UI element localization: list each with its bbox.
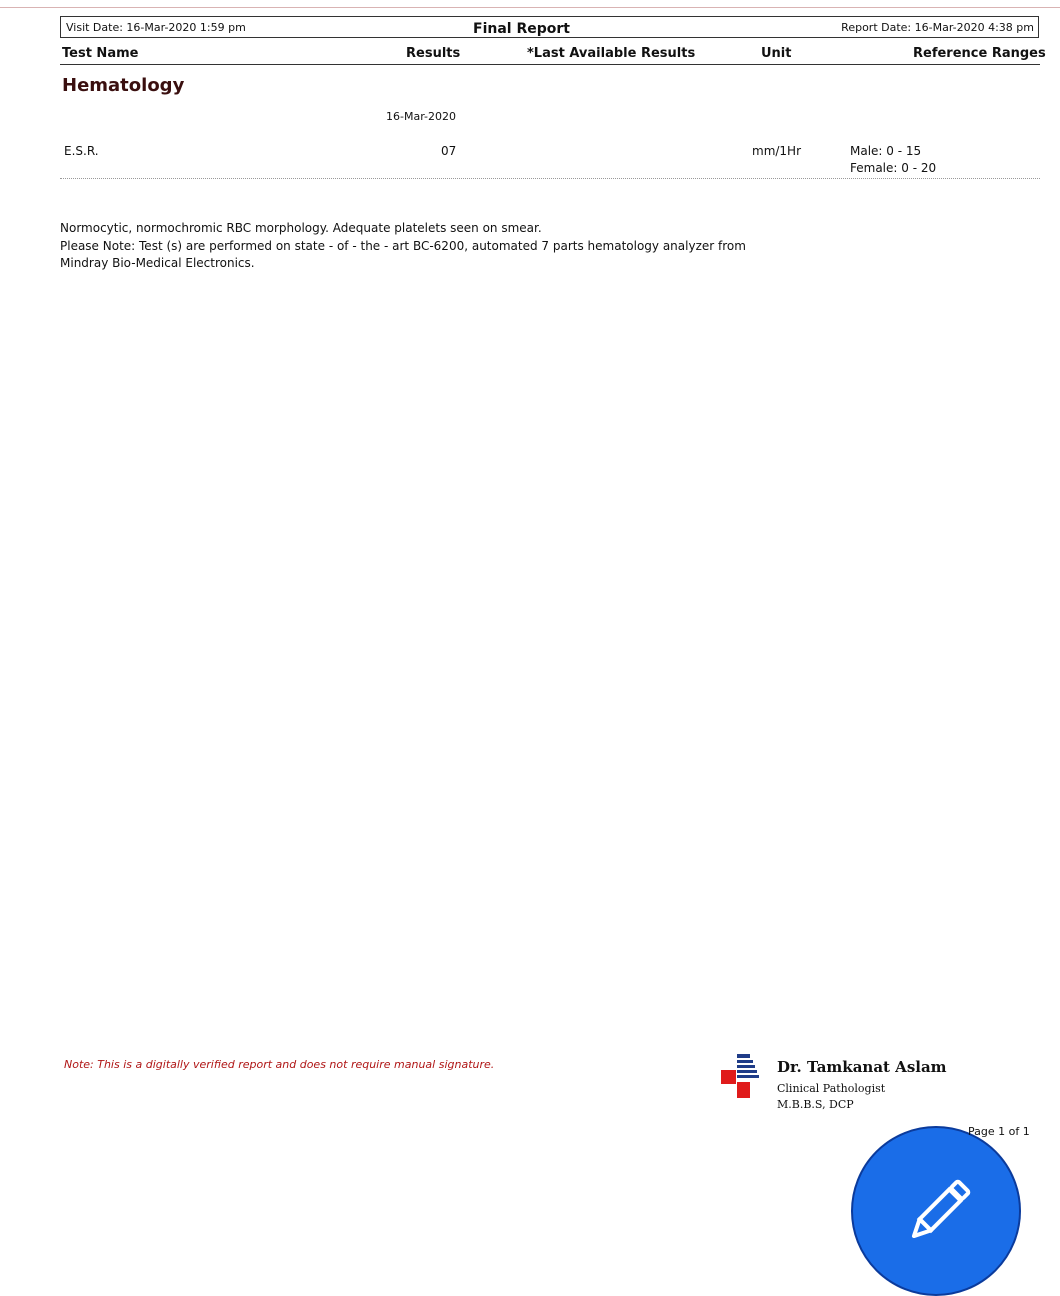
- column-reference-ranges: Reference Ranges: [913, 46, 1046, 61]
- comment-line: Mindray Bio-Medical Electronics.: [60, 256, 255, 270]
- test-result: 07: [441, 144, 457, 158]
- report-title: Final Report: [473, 21, 570, 37]
- doctor-name: Dr. Tamkanat Aslam: [777, 1058, 947, 1076]
- doctor-degrees: M.B.B.S, DCP: [777, 1098, 854, 1111]
- page-number: Page 1 of 1: [968, 1125, 1030, 1138]
- edit-fab-button[interactable]: [851, 1126, 1021, 1296]
- pencil-icon: [898, 1172, 978, 1252]
- doctor-title: Clinical Pathologist: [777, 1082, 886, 1095]
- reference-male: Male: 0 - 15: [850, 144, 922, 158]
- medical-cross-logo-icon: [718, 1052, 768, 1102]
- test-name: E.S.R.: [64, 144, 99, 158]
- column-last-available: *Last Available Results: [527, 46, 696, 61]
- column-results: Results: [406, 46, 461, 61]
- visit-date: Visit Date: 16-Mar-2020 1:59 pm: [66, 21, 246, 34]
- test-unit: mm/1Hr: [752, 144, 802, 158]
- comment-line: Normocytic, normochromic RBC morphology. Adequate platelets seen on smear.: [60, 221, 542, 235]
- comments: [60, 220, 820, 273]
- verification-note: Note: This is a digitally verified report and does not require manual signature.: [64, 1058, 495, 1071]
- result-date: 16-Mar-2020: [386, 110, 456, 123]
- report-date: Report Date: 16-Mar-2020 4:38 pm: [841, 21, 1034, 34]
- section-title: Hematology: [62, 75, 185, 96]
- row-divider: [60, 178, 1040, 179]
- header-rule: [60, 64, 1040, 65]
- column-unit: Unit: [761, 46, 792, 61]
- comment-line: Please Note: Test (s) are performed on state - of - the - art BC-6200, automated 7 parts hematology analyzer from: [60, 238, 746, 253]
- top-divider: [0, 7, 1060, 8]
- report-header: [60, 16, 1039, 38]
- column-test-name: Test Name: [62, 46, 139, 61]
- reference-female: Female: 0 - 20: [850, 161, 937, 175]
